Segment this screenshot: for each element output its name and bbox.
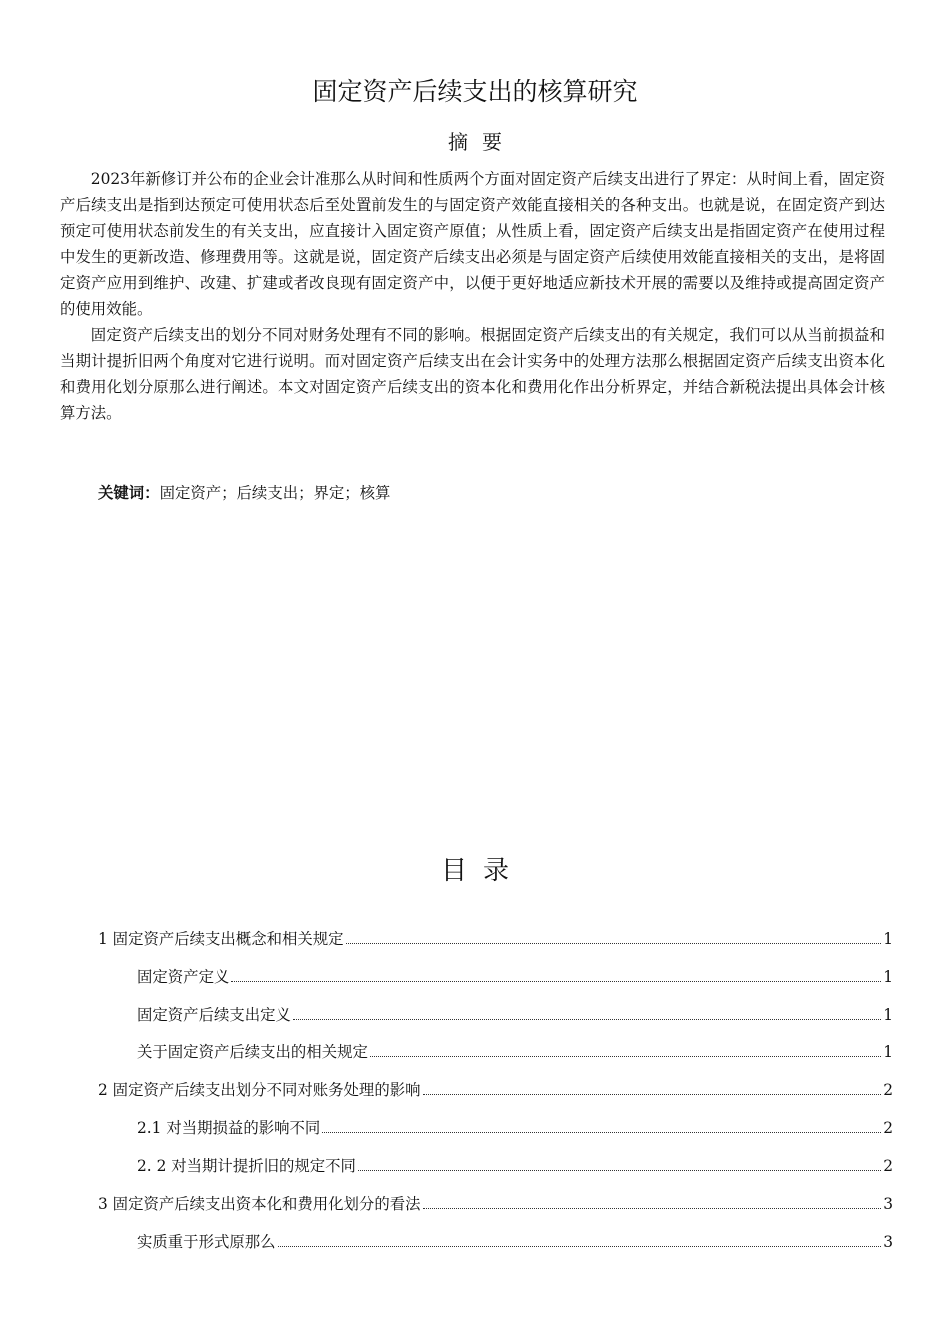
toc-entry-page: 1 (883, 930, 893, 948)
toc-entry-page: 3 (883, 1233, 893, 1251)
document-title: 固定资产后续支出的核算研究 (312, 77, 638, 106)
toc-entry-label: 固定资产定义 (137, 968, 230, 986)
toc-entry[interactable] (137, 1154, 893, 1180)
toc-leader-dots (423, 1094, 882, 1095)
keywords-label: 关键词： (98, 484, 160, 502)
toc-entry-label: 关于固定资产后续支出的相关规定 (137, 1043, 368, 1061)
toc-leader-dots (231, 981, 881, 982)
toc-leader-dots (278, 1246, 882, 1247)
toc-entry-label: 1 固定资产后续支出概念和相关规定 (98, 930, 344, 948)
toc-entry-label: 实质重于形式原那么 (137, 1233, 276, 1251)
toc-entry[interactable] (98, 927, 893, 953)
toc-entry-page: 1 (883, 1043, 893, 1061)
toc-leader-dots (293, 1019, 881, 1020)
keywords-line (98, 481, 390, 503)
toc-entry-page: 1 (883, 968, 893, 986)
toc-entry-label: 固定资产后续支出定义 (137, 1006, 291, 1024)
toc-heading: 目录 (440, 856, 525, 886)
toc-entry-label: 2 固定资产后续支出划分不同对账务处理的影响 (98, 1081, 421, 1099)
abstract-heading: 摘要 (448, 130, 516, 154)
toc-leader-dots (370, 1056, 881, 1057)
toc-entry-label: 2. 2 对当期计提折旧的规定不同 (137, 1157, 356, 1175)
toc-entry-page: 2 (883, 1157, 893, 1175)
toc-entry[interactable] (98, 1078, 893, 1104)
toc-entry-page: 2 (883, 1119, 893, 1137)
toc-entry-label: 3 固定资产后续支出资本化和费用化划分的看法 (98, 1195, 421, 1213)
toc-entry[interactable] (137, 965, 893, 991)
toc-leader-dots (358, 1170, 881, 1171)
toc-entry[interactable] (137, 1040, 893, 1066)
keywords-text: 固定资产；后续支出；界定；核算 (159, 484, 391, 502)
toc-entry[interactable] (137, 1116, 893, 1142)
toc-leader-dots (322, 1132, 881, 1133)
toc-leader-dots (346, 943, 882, 944)
toc-entry[interactable] (98, 1192, 893, 1218)
toc-entry[interactable] (137, 1230, 893, 1256)
toc-leader-dots (423, 1208, 882, 1209)
toc-entry-page: 2 (883, 1081, 893, 1099)
toc-entry-page: 3 (883, 1195, 893, 1213)
toc-entry-label: 2.1 对当期损益的影响不同 (137, 1119, 321, 1137)
abstract-paragraph: 固定资产后续支出的划分不同对财务处理有不同的影响。根据固定资产后续支出的有关规定，我们可以从当前损益和当期计提折旧两个角度对它进行说明。而对固定资产后续支出在会计实务中的处理方法那么根据固定资产后续支出资本化和费用化划分原那么进行阐述。本文对固定资产后续支出的资本化和费用化作出分析界定，并结合新税法提出具体会计核算方法。 (60, 326, 885, 422)
toc-entry[interactable] (137, 1003, 893, 1029)
abstract-body (60, 166, 885, 426)
abstract-paragraph: 2023年新修订并公布的企业会计准那么从时间和性质两个方面对固定资产后续支出进行了界定：从时间上看，固定资产后续支出是指到达预定可使用状态后至处置前发生的与固定资产效能直接相关的各种支出。也就是说，在固定资产到达预定可使用状态前发生的有关支出，应直接计入固定资产原值；从性质上看，固定资产后续支出是指固定资产在使用过程中发生的更新改造、修理费用等。这就是说，固定资产后续支出必须是与固定资产后续使用效能直接相关的支出，是将固定资产应用到维护、改建、扩建或者改良现有固定资产中，以便于更好地适应新技术开展的需要以及维持或提高固定资产的使用效能。 (60, 170, 885, 318)
toc-entry-page: 1 (883, 1006, 893, 1024)
